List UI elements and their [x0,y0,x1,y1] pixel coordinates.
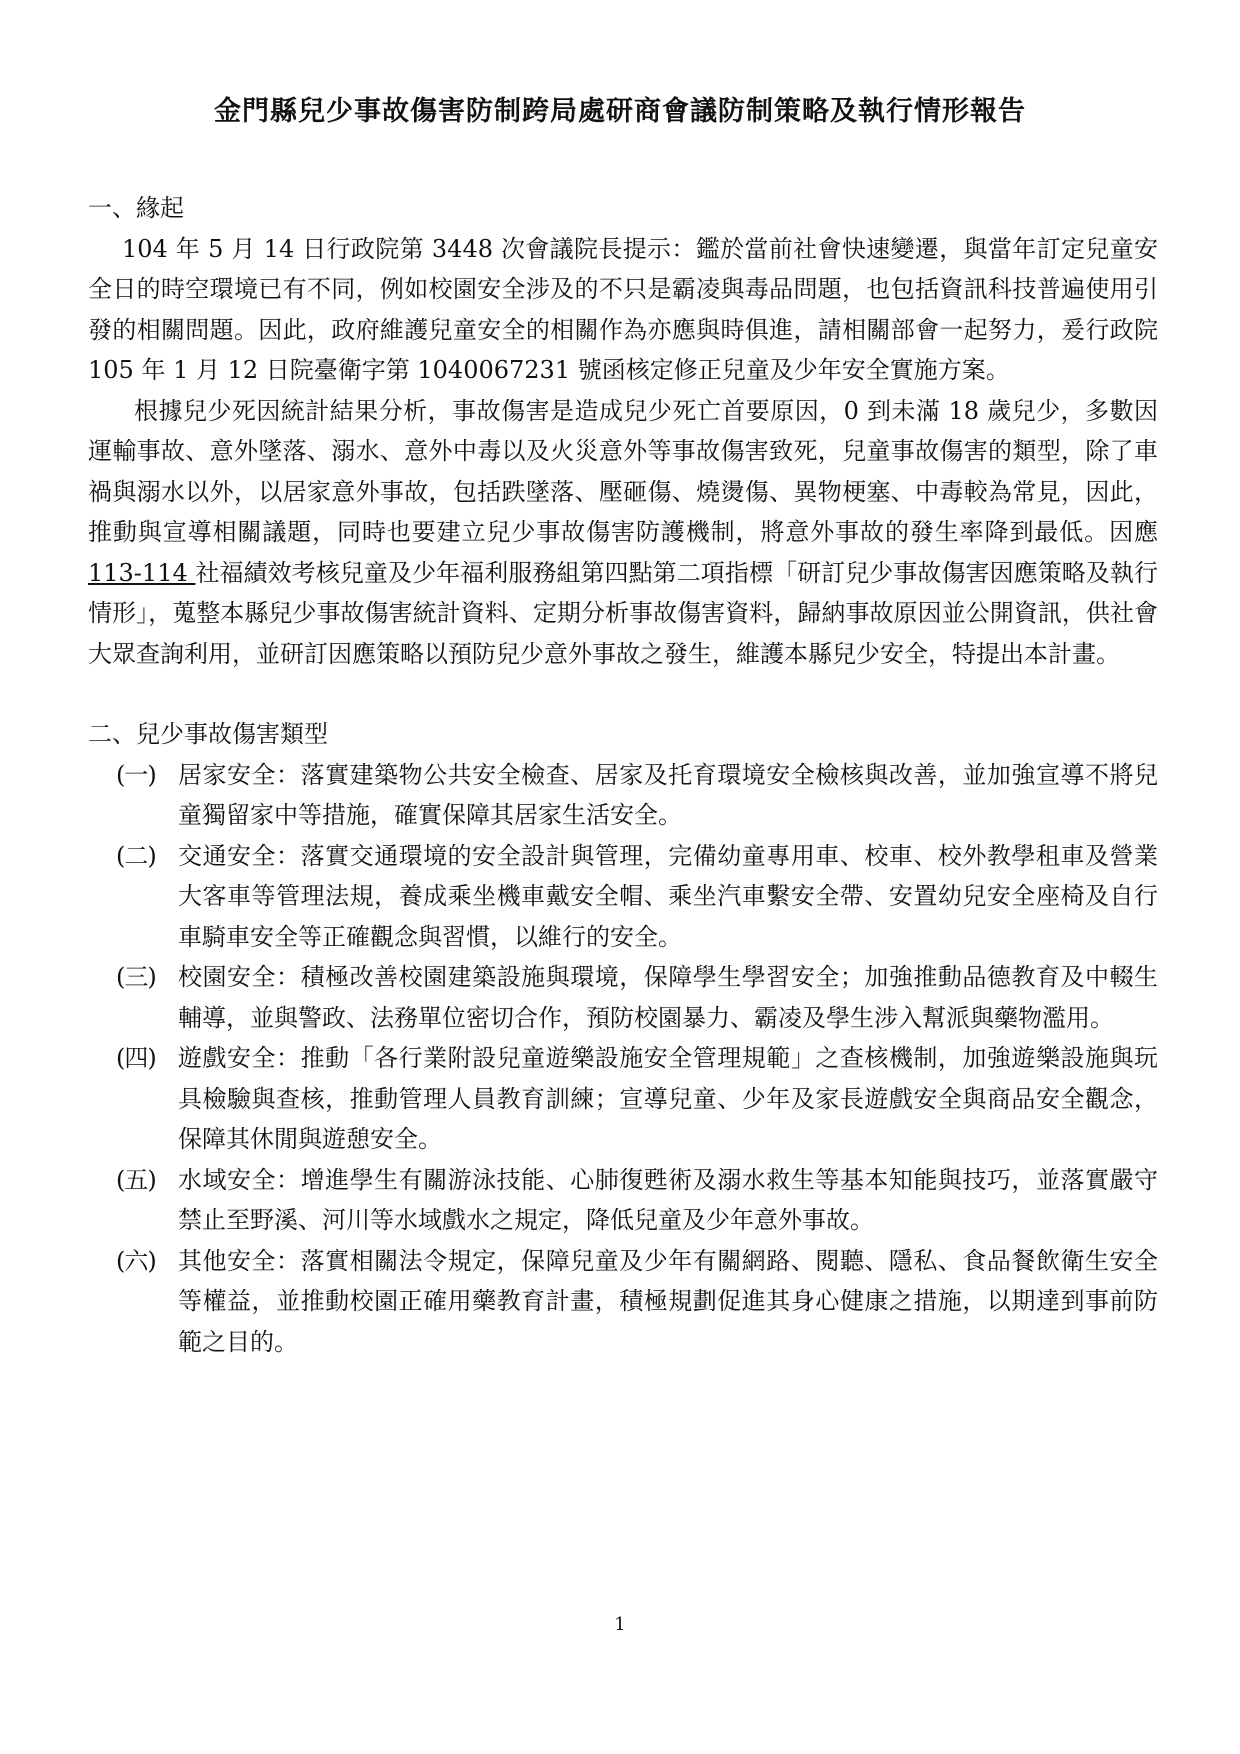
document-body [88,188,1158,1362]
item-text: 居家安全：落實建築物公共安全檢查、居家及托育環境安全檢核與改善，並加強宣導不將兒童獨留家中等措施，確實保障其居家生活安全。 [178,760,1158,829]
section-heading-injury-types: 二、兒少事故傷害類型 [88,720,328,748]
item-text: 交通安全：落實交通環境的安全設計與管理，完備幼童專用車、校車、校外教學租車及營業大客車等管理法規，養成乘坐機車戴安全帽、乘坐汽車繫安全帶、安置幼兒安全座椅及自行車騎車安全等正確觀念與習慣，以維行的安全。 [178,841,1158,951]
item-number: (五) [116,1165,156,1194]
injury-type-item [88,1241,1158,1363]
page-number: 1 [614,1614,626,1635]
item-number: (六) [116,1246,156,1275]
injury-type-item [88,836,1158,958]
origin-paragraph-2 [88,391,1158,675]
item-number: (四) [116,1044,156,1072]
origin-paragraph-2-underlined-year: 113-114 [88,558,196,587]
section-heading-origin: 一、緣起 [88,194,184,222]
item-text: 校園安全：積極改善校園建築設施與環境，保障學生學習安全；加強推動品德教育及中輟生輔導，並與警政、法務單位密切合作，預防校園暴力、霸凌及學生涉入幫派與藥物濫用。 [178,963,1158,1032]
origin-paragraph-2-text-b: 社福績效考核兒童及少年福利服務組第四點第二項指標「研訂兒少事故傷害因應策略及執行情形」，蒐整本縣兒少事故傷害統計資料、定期分析事故傷害資料，歸納事故原因並公開資訊，供社會大眾查詢利用，並研訂因應策略以預防兒少意外事故之發生，維護本縣兒少安全，特提出本計畫。 [88,558,1158,668]
item-text: 其他安全：落實相關法令規定，保障兒童及少年有關網路、閱聽、隱私、食品餐飲衛生安全等權益，並推動校園正確用藥教育計畫，積極規劃促進其身心健康之措施，以期達到事前防範之目的。 [178,1246,1158,1356]
origin-paragraph-2-text-a: 根據兒少死因統計結果分析，事故傷害是造成兒少死亡首要原因，0 到未滿 18 歲兒少，多數因運輸事故、意外墜落、溺水、意外中毒以及火災意外等事故傷害致死，兒童事故傷害的類型，除了車禍與溺水以外，以居家意外事故，包括跌墜落、壓砸傷、燒燙傷、異物梗塞、中毒較為常見，因此，推動與宣導相關議題，同時也要建立兒少事故傷害防護機制，將意外事故的發生率降到最低。因應 [88,396,1158,546]
document-title: 金門縣兒少事故傷害防制跨局處研商會議防制策略及執行情形報告 [214,96,1026,127]
injury-type-item [88,957,1158,1038]
item-text: 水域安全：增進學生有關游泳技能、心肺復甦術及溺水救生等基本知能與技巧，並落實嚴守禁止至野溪、河川等水域戲水之規定，降低兒童及少年意外事故。 [178,1165,1158,1234]
origin-paragraph-1: 104 年 5 月 14 日行政院第 3448 次會議院長提示：鑑於當前社會快速變遷，與當年訂定兒童安全日的時空環境已有不同，例如校園安全涉及的不只是霸凌與毒品問題，也包括資訊科技普遍使用引發的相關問題。因此，政府維護兒童安全的相關作為亦應與時俱進，請相關部會一起努力，爰行政院 105 年 1 月 12 日院臺衛字第 1040067231 號函核定修正兒童及少年安全實施方案。 [88,234,1158,384]
item-text: 遊戲安全：推動「各行業附設兒童遊樂設施安全管理規範」之查核機制，加強遊樂設施與玩具檢驗與查核，推動管理人員教育訓練；宣導兒童、少年及家長遊戲安全與商品安全觀念，保障其休閒與遊憩安全。 [178,1044,1158,1153]
injury-type-item [88,1038,1158,1160]
item-number: (一) [116,760,156,789]
item-number: (三) [116,963,156,991]
injury-type-item [88,1160,1158,1241]
section-spacer [88,674,1158,714]
item-number: (二) [116,841,156,870]
injury-type-item [88,755,1158,836]
